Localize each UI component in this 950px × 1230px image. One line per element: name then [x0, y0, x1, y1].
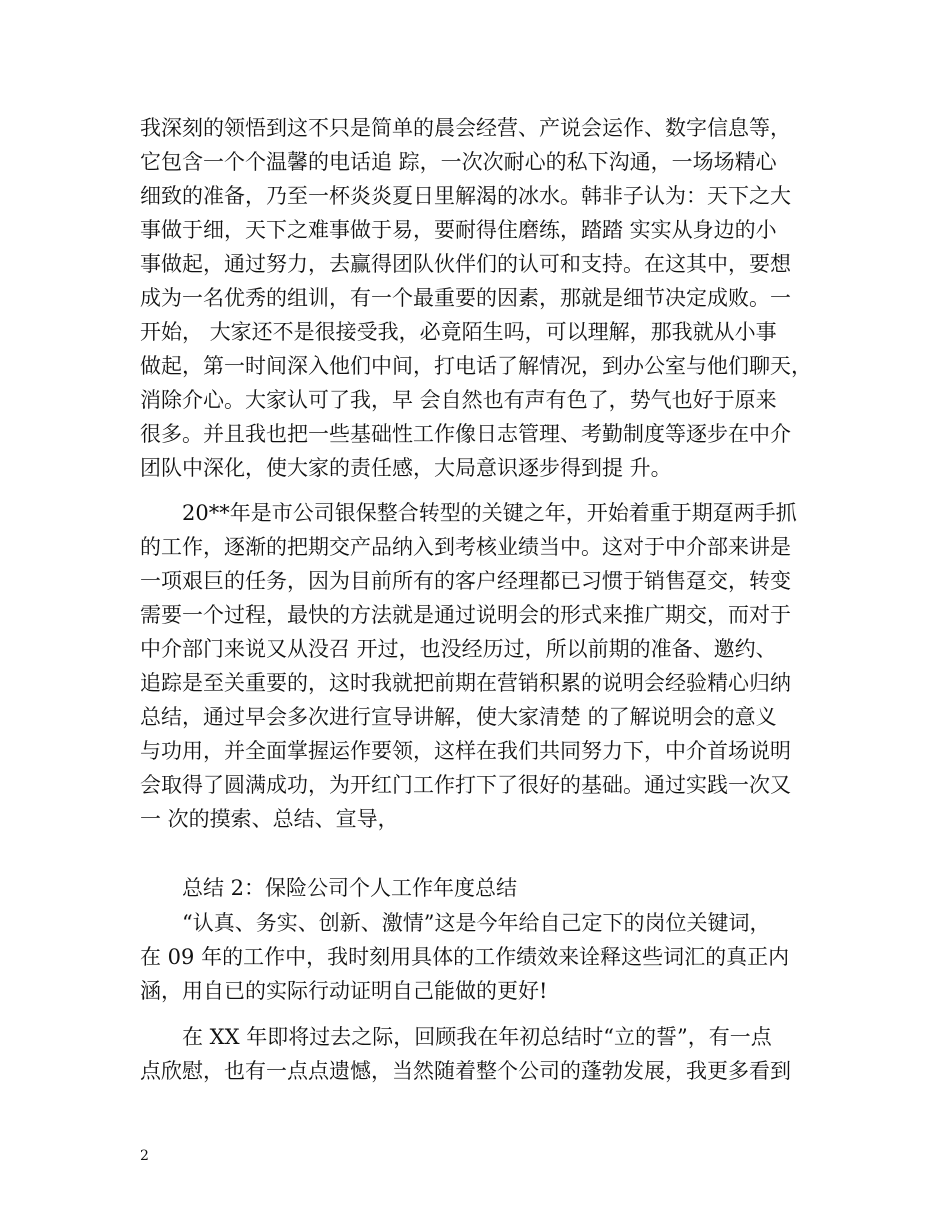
text-line: 消除介心。大家认可了我，早 会自然也有声有色了，势气也好于原来 [140, 388, 777, 412]
text-line: 事做起，通过努力，去赢得团队伙伴们的认可和支持。在这其中，要想 [140, 252, 791, 276]
text-line: 的工作，逐渐的把期交产品纳入到考核业绩当中。这对于中介部来讲是 [140, 535, 791, 559]
section-heading: 总结 2：保险公司个人工作年度总结 [140, 876, 518, 900]
text-line: 事做于细，天下之难事做于易，要耐得住磨练，踏踏 实实从身边的小 [140, 218, 777, 242]
text-line: 追踪是至关重要的，这时我就把前期在营销积累的说明会经验精心归纳 [140, 671, 791, 695]
text-line: 我深刻的领悟到这不只是简单的晨会经营、产说会运作、数字信息等， [140, 116, 791, 140]
text-line: 涵，用自已的实际行动证明自己能做的更好! [140, 979, 548, 1003]
text-line: 与功用，并全面掌握运作要领，这样在我们共同努力下，中介首场说明 [140, 739, 791, 763]
text-line: 点欣慰，也有一点点遗憾，当然随着整个公司的蓬勃发展，我更多看到 [140, 1059, 791, 1083]
text-line: “认真、务实、创新、激情”这是今年给自己定下的岗位关键词， [140, 911, 771, 935]
text-line: 做起，第一时间深入他们中间，打电话了解情况，到办公室与他们聊天， [140, 354, 812, 378]
text-line: 总结，通过早会多次进行宣导讲解，使大家清楚 的了解说明会的意义 [140, 705, 777, 729]
text-line: 开始， 大家还不是很接受我，必竟陌生吗，可以理解，那我就从小事 [140, 320, 777, 344]
text-line: 细致的准备，乃至一杯炎炎夏日里解渴的冰水。韩非子认为：天下之大 [140, 184, 791, 208]
text-line: 需要一个过程，最快的方法就是通过说明会的形式来推广期交，而对于 [140, 603, 791, 627]
text-line: 在 09 年的工作中，我时刻用具体的工作绩效来诠释这些词汇的真正内 [140, 945, 790, 969]
text-line: 会取得了圆满成功，为开红门工作打下了很好的基础。通过实践一次又 [140, 773, 791, 797]
text-line: 一 次的摸索、总结、宣导， [140, 807, 399, 831]
text-line: 成为一名优秀的组训，有一个最重要的因素，那就是细节决定成败。一 [140, 286, 791, 310]
text-line: 团队中深化，使大家的责任感，大局意识逐步得到提 升。 [140, 456, 672, 480]
text-line: 20**年是市公司银保整合转型的关键之年，开始着重于期趸两手抓 [140, 501, 797, 525]
text-line: 在 XX 年即将过去之际，回顾我在年初总结时“立的誓”，有一点 [140, 1025, 772, 1049]
text-line: 一项艰巨的任务，因为目前所有的客户经理都已习惯于销售趸交，转变 [140, 569, 791, 593]
page-number: 2 [140, 1148, 149, 1164]
text-line: 中介部门来说又从没召 开过，也没经历过，所以前期的准备、邀约、 [140, 637, 777, 661]
text-line: 它包含一个个温馨的电话追 踪，一次次耐心的私下沟通，一场场精心 [140, 150, 777, 174]
text-line: 很多。并且我也把一些基础性工作像日志管理、考勤制度等逐步在中介 [140, 422, 791, 446]
